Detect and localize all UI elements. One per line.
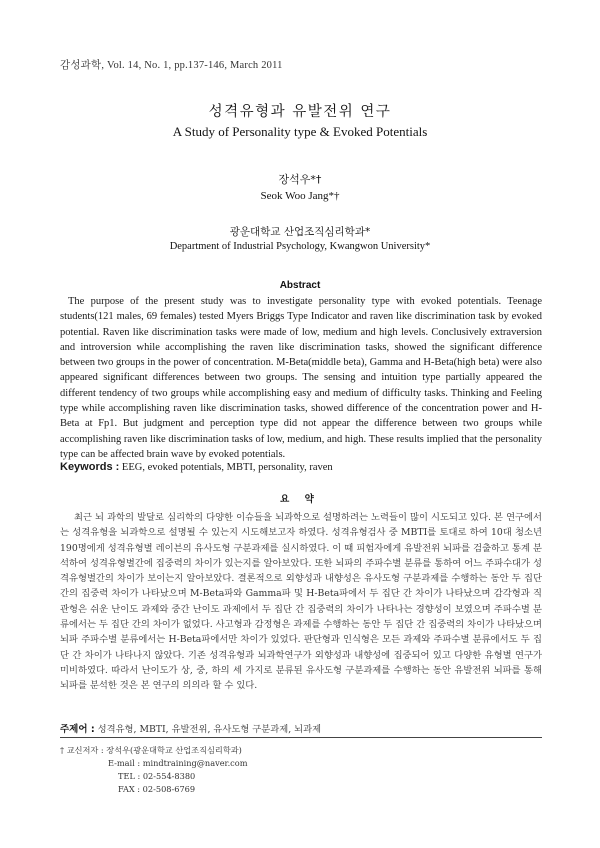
- author-name-korean: 장석우*†: [278, 173, 322, 186]
- korean-keywords: [60, 721, 542, 735]
- affiliation-english: Department of Industrial Psychology, Kwangwon University*: [169, 241, 431, 252]
- korean-summary-body: 최근 뇌 과학의 발달로 심리학의 다양한 이슈들을 뇌과학으로 설명하려는 노력들이 많이 시도되고 있다. 본 연구에서는 성격유형을 뇌과학으로 설명될 수 있는지 시도해보고자 하였다. 성격유형검사 중 MBTI를 토대로 하여 10대 청소년 190명에게 성격유형별 레이븐의 유사도형 구분과제를 실시하였다. 이 때 피험자에게 유발전위 뇌파를 검출하고 통계 분석하여 성격유형별간에 집중력의 차이가 있는지를 알아보았다. 또한 뇌파의 주파수별 분류를 통하여 어느 주파수대가 성격유형별간의 차이가 보이는지 알아보았다. 결론적으로 외향성과 내향성은 유사도형 구분과제를 수행하는 동안 두 집단 간의 집중력 차이가 나타났으며 M-Beta파와 Gamma파 및 H-Beta파에서 두 집단 간 차이가 나타났으며 감각형과 직관형은 쉬운 난이도 과제와 중간 난이도 과제에서 두 집단 간 집중력의 차이가 나타나는 경향성이 보였으며 주파수별 분류에서는 두 집단 간의 차이가 없었다. 사고형과 감정형은 과제를 수행하는 동안 두 집단 간 집중력의 차이가 나타났으며 뇌파 주파수별 분류에서는 H-Beta파에서만 차이가 있었다. 판단형과 인식형은 모든 과제와 주파수별 분류에서도 두 집단 간 차이가 나타나지 않았다. 기존 성격유형과 뇌과학연구가 외향성과 내향성에 집중되어 있고 다양한 유형별 연구가 미비하였다. 따라서 난이도가 상, 중, 하의 세 가지로 분류된 유사도형 구분과제를 수행하는 동안 유발전위 뇌파를 통해 뇌파를 분석한 것은 본 연구의 의의라 할 수 있다.: [60, 512, 542, 692]
- korean-keywords-list: 성격유형, MBTI, 유발전위, 유사도형 구분과제, 뇌과제: [97, 724, 322, 735]
- footnote-tel: TEL : 02-554-8380: [118, 771, 196, 781]
- footnote-fax: FAX : 02-508-6769: [118, 784, 196, 794]
- korean-keywords-label: 주제어 :: [60, 724, 95, 735]
- abstract-keywords: [60, 461, 542, 473]
- footnote-divider: [60, 737, 542, 738]
- footnote: [60, 744, 247, 796]
- footnote-email: E-mail : mindtraining@naver.com: [108, 758, 248, 768]
- affiliation-korean: 광운대학교 산업조직심리학과*: [229, 226, 371, 238]
- paper-title-english: A Study of Personality type & Evoked Potentials: [172, 124, 428, 139]
- korean-summary-heading: 요 약: [280, 494, 320, 505]
- author-name-english: Seok Woo Jang*†: [260, 190, 340, 202]
- journal-reference: 감성과학, Vol. 14, No. 1, pp.137-146, March 2011: [60, 60, 283, 71]
- keywords-label: Keywords :: [60, 461, 120, 473]
- paper-title-korean: 성격유형과 유발전위 연구: [208, 104, 392, 120]
- footnote-corresponding-author: † 교신저자 : 장석우(광운대학교 산업조직심리학과): [60, 745, 242, 755]
- abstract-heading: Abstract: [279, 280, 321, 291]
- keywords-list: EEG, evoked potentials, MBTI, personality, raven: [121, 462, 333, 473]
- abstract-body: The purpose of the present study was to investigate personality type with evoked potentials. Teenage students(121 males, 69 females) tested Myers Briggs Type Indicator and raven like discrimination task by evoked potential. Raven like discrimination tasks were made of low, medium and high levels. Conclusively extraversion and introversion while accomplishing the raven like discrimination tasks, showed the significant difference between two groups in the power of concentration. M-Beta(middle beta), Gamma and H-Beta(high beta) were also appeared significant differences between two groups. The sensing and intuition type partially appeared the different tendency of two groups while accomplishing easy and medium of difficulty tasks. Thinking and Feeling type while accomplishing raven like discrimination tasks, showed difference of the concentration power and H-Beta at Fp1. But judgment and perception type did not appear the difference between two groups while accomplishing raven like discrimination tasks of low, medium, and high. These results implied that the personality type can be affected brain wave by evoked potentials.: [60, 296, 542, 460]
